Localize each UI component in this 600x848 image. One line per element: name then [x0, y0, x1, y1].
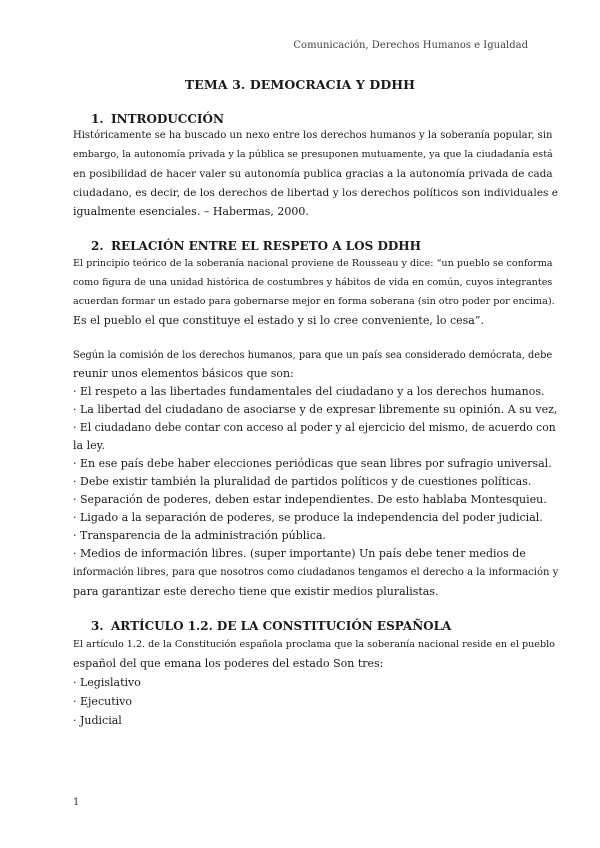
- section-number: 3.: [91, 619, 104, 633]
- paragraph-line: El artículo 1.2. de la Constitución española proclama que la soberanía nacional reside en el pueblo: [73, 639, 555, 650]
- list-item: · En ese país debe haber elecciones periódicas que sean libres por sufragio universal.: [73, 457, 552, 470]
- paragraph-line: embargo, la autonomía privada y la pública se presuponen mutuamente, ya que la ciudadanía está: [73, 149, 553, 160]
- section-2-heading: [91, 239, 421, 253]
- list-item: · Ejecutivo: [73, 695, 132, 708]
- document-title: TEMA 3. DEMOCRACIA Y DDHH: [184, 77, 416, 92]
- section-title: ARTÍCULO 1.2. DE LA CONSTITUCIÓN ESPAÑOLA: [111, 619, 452, 633]
- page-number: 1: [73, 797, 80, 808]
- paragraph-line: igualmente esenciales. – Habermas, 2000.: [73, 205, 309, 218]
- section-number: 2.: [91, 239, 104, 253]
- paragraph-line: como figura de una unidad histórica de costumbres y hábitos de vida en común, cuyos integrantes: [73, 277, 553, 288]
- paragraph-line: en posibilidad de hacer valer su autonomía publica gracias a la autonomía privada de cada: [73, 168, 553, 180]
- paragraph-line: El principio teórico de la soberanía nacional proviene de Rousseau y dice: “un pueblo se conforma: [73, 258, 553, 269]
- list-item: · Separación de poderes, deben estar independientes. De esto hablaba Montesquieu.: [73, 493, 547, 506]
- section-3-heading: [91, 619, 451, 633]
- list-item: · Medios de información libres. (super importante) Un país debe tener medios de: [73, 547, 526, 560]
- list-item-continuation: para garantizar este derecho tiene que existir medios pluralistas.: [73, 585, 439, 598]
- list-item: · El ciudadano debe contar con acceso al poder y al ejercicio del mismo, de acuerdo con: [73, 421, 556, 434]
- paragraph-line: reunir unos elementos básicos que son:: [73, 367, 294, 380]
- section-number: 1.: [91, 112, 104, 126]
- section-1-heading: [91, 112, 224, 126]
- running-header: Comunicación, Derechos Humanos e Igualdad: [293, 40, 528, 51]
- list-item: · Judicial: [73, 714, 122, 727]
- list-item: · Ligado a la separación de poderes, se produce la independencia del poder judicial.: [73, 511, 543, 524]
- paragraph-line: español del que emana los poderes del estado Son tres:: [73, 657, 384, 670]
- paragraph-line: ciudadano, es decir, de los derechos de libertad y los derechos políticos son individuales e: [73, 187, 559, 199]
- list-item: · La libertad del ciudadano de asociarse y de expresar libremente su opinión. A su vez,: [73, 403, 558, 416]
- list-item: · Debe existir también la pluralidad de partidos políticos y de cuestiones políticas.: [73, 475, 532, 488]
- list-item-continuation: la ley.: [73, 439, 105, 452]
- paragraph-line: Es el pueblo el que constituye el estado y si lo cree conveniente, lo cesa”.: [73, 314, 484, 327]
- paragraph-line: acuerdan formar un estado para gobernarse mejor en forma soberana (sin otro poder por encima).: [73, 296, 555, 307]
- section-title: RELACIÓN ENTRE EL RESPETO A LOS DDHH: [111, 239, 421, 253]
- list-item: · El respeto a las libertades fundamentales del ciudadano y a los derechos humanos.: [73, 385, 545, 398]
- list-item: · Transparencia de la administración pública.: [73, 529, 327, 542]
- list-item-continuation: información libres, para que nosotros como ciudadanos tengamos el derecho a la información y: [73, 567, 559, 578]
- paragraph-line: Según la comisión de los derechos humanos, para que un país sea considerado demócrata, debe: [73, 350, 553, 361]
- list-item: · Legislativo: [73, 676, 141, 689]
- paragraph-line: Históricamente se ha buscado un nexo entre los derechos humanos y la soberanía popular, sin: [73, 130, 553, 141]
- section-title: INTRODUCCIÓN: [111, 112, 224, 126]
